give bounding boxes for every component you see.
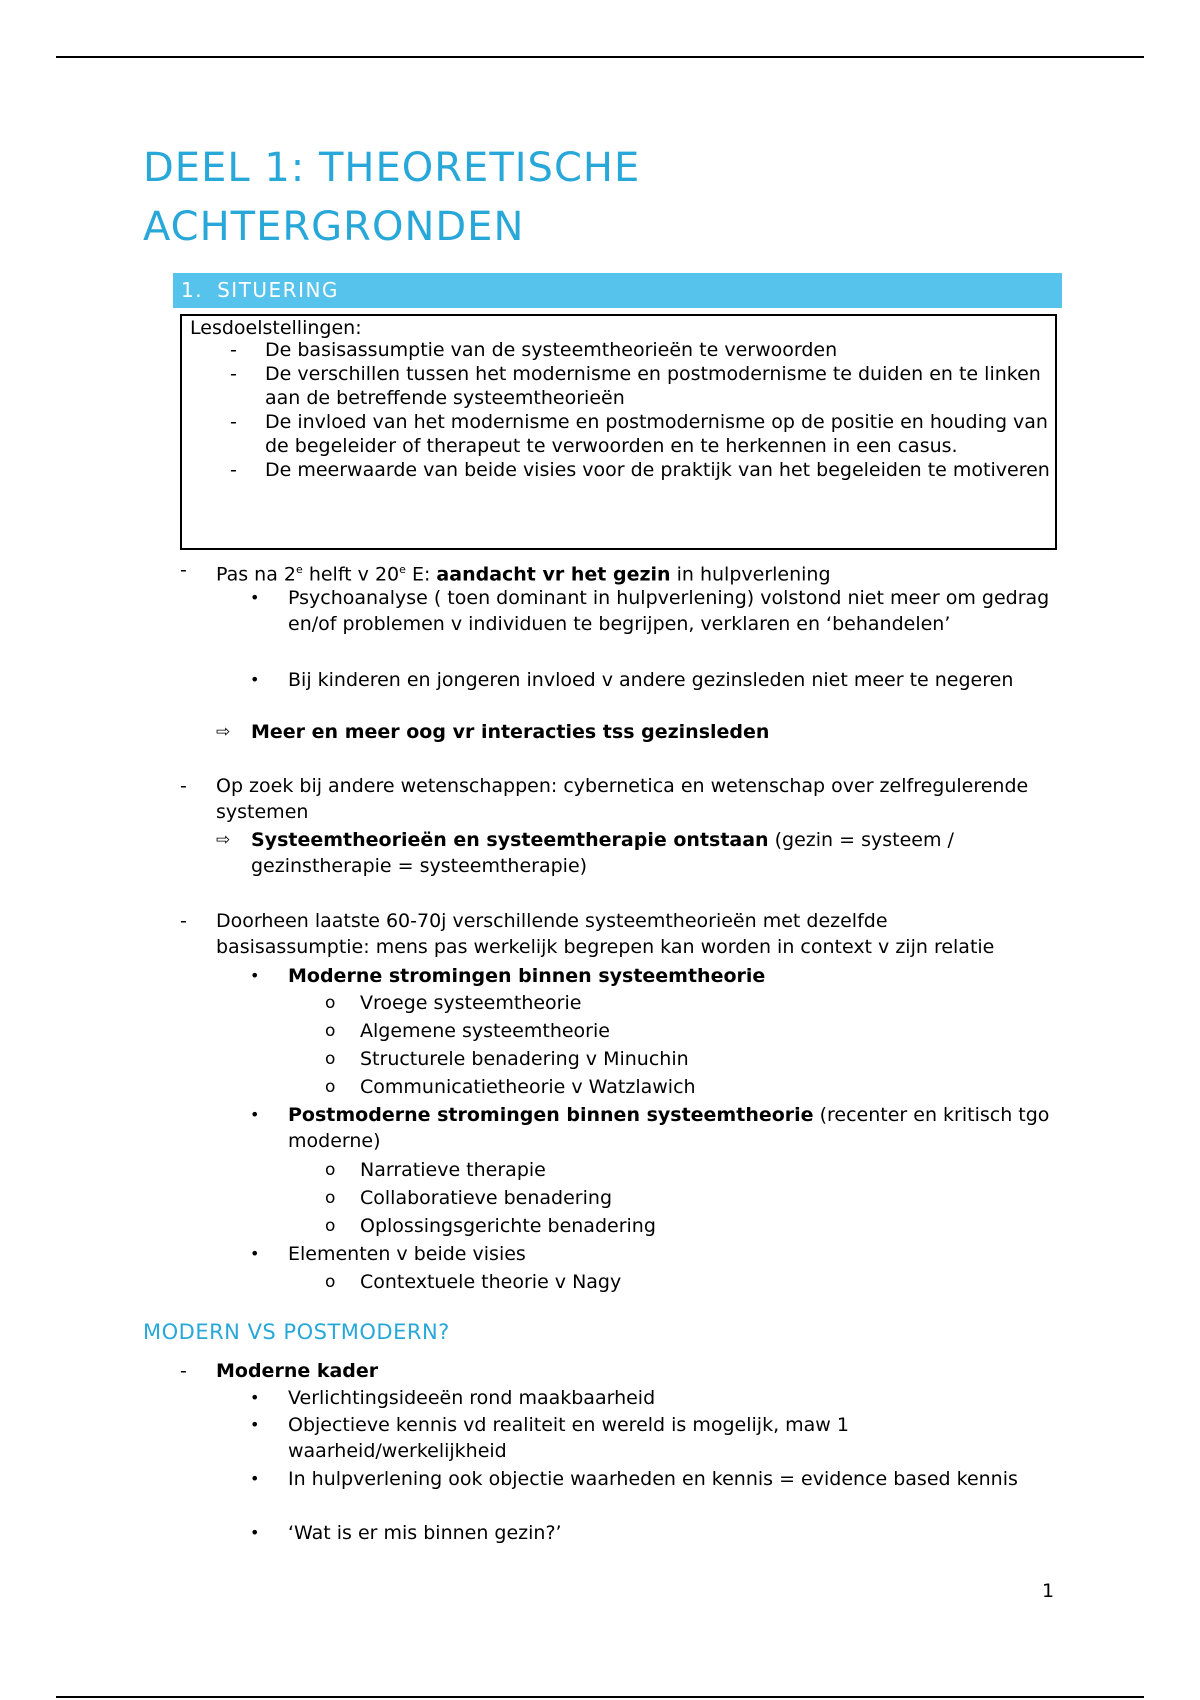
dash-marker: -: [180, 559, 187, 581]
bullet-marker: •: [250, 1105, 260, 1124]
bullet-item: • Verlichtingsideeën rond maakbaarheid: [250, 1387, 656, 1409]
learning-goal-item: - De basisassumptie van de systeemtheorieën te verwoorden: [230, 339, 838, 361]
dash-marker: -: [180, 775, 187, 797]
bullet-marker: •: [250, 1244, 260, 1263]
sub-item: o Communicatietheorie v Watzlawich: [325, 1076, 696, 1098]
section-number: 1.: [181, 278, 204, 302]
bullet-item: • Postmoderne stromingen binnen systeemtheorie (recenter en kritisch tgo moderne): [250, 1104, 1050, 1152]
sub-item: o Vroege systeemtheorie: [325, 992, 582, 1014]
bullet-item: • Psychoanalyse ( toen dominant in hulpverlening) volstond niet meer om gedrag en/of problemen v individuen te begrijpen, verklaren en ‘behandelen’: [250, 587, 1050, 635]
subheading-modern-vs-postmodern: MODERN VS POSTMODERN?: [143, 1320, 450, 1344]
circle-marker: o: [325, 1188, 336, 1208]
list-item-modern-frame: - Moderne kader: [180, 1360, 379, 1382]
arrow-icon: ⇨: [216, 830, 231, 850]
title-line-1: DEEL 1: THEORETISCHE: [143, 145, 641, 191]
learning-goals-heading: Lesdoelstellingen:: [190, 317, 362, 339]
sub-item: o Contextuele theorie v Nagy: [325, 1271, 622, 1293]
list-item-family-attention: - Pas na 2e helft v 20e E: aandacht vr het gezin in hulpverlening: [180, 559, 831, 586]
title-line-2: ACHTERGRONDEN: [143, 204, 525, 250]
bullet-marker: •: [250, 1388, 260, 1407]
circle-marker: o: [325, 1272, 336, 1292]
sub-item: o Algemene systeemtheorie: [325, 1020, 610, 1042]
bullet-marker: •: [250, 966, 260, 985]
bullet-item: • ‘Wat is er mis binnen gezin?’: [250, 1522, 562, 1544]
bullet-marker: •: [250, 1523, 260, 1542]
learning-goals-box: [180, 314, 1057, 550]
arrow-item: ⇨ Systeemtheorieën en systeemtherapie ontstaan (gezin = systeem / gezinstherapie = systeemtherapie): [216, 829, 954, 877]
circle-marker: o: [325, 1021, 336, 1041]
bullet-item: • Moderne stromingen binnen systeemtheorie: [250, 965, 766, 987]
page-number: 1: [1042, 1580, 1055, 1602]
bullet-marker: •: [250, 588, 260, 607]
learning-goal-item: - De verschillen tussen het modernisme en postmodernisme te duiden en te linken aan de betreffende systeemtheorieën: [230, 363, 1041, 409]
learning-goal-item: - De invloed van het modernisme en postmodernisme op de positie en houding van de begeleider of therapeut te verwoorden en te herkennen in een casus.: [230, 411, 1048, 457]
section-heading-bar: [173, 273, 1062, 308]
circle-marker: o: [325, 1077, 336, 1097]
learning-goal-item: - De meerwaarde van beide visies voor de praktijk van het begeleiden te motiveren: [230, 459, 1050, 481]
dash-marker: -: [230, 363, 237, 385]
bottom-rule: [56, 1696, 1144, 1698]
dash-marker: -: [180, 1360, 187, 1382]
circle-marker: o: [325, 1160, 336, 1180]
bullet-item: • In hulpverlening ook objectie waarheden en kennis = evidence based kennis: [250, 1468, 1018, 1490]
bullet-marker: •: [250, 1415, 260, 1434]
sub-item: o Narratieve therapie: [325, 1159, 546, 1181]
bullet-marker: •: [250, 1469, 260, 1488]
bullet-item: • Bij kinderen en jongeren invloed v andere gezinsleden niet meer te negeren: [250, 669, 1014, 691]
arrow-item: ⇨ Meer en meer oog vr interacties tss gezinsleden: [216, 721, 770, 743]
dash-marker: -: [180, 910, 187, 932]
list-item-system-theories: - Doorheen laatste 60-70j verschillende systeemtheorieën met dezelfde basisassumptie: mens pas werkelijk begrepen kan worden in context v zijn relatie: [180, 910, 995, 958]
arrow-icon: ⇨: [216, 722, 231, 742]
learning-goals-list: [182, 338, 1065, 482]
sub-item: o Collaboratieve benadering: [325, 1187, 613, 1209]
sub-item: o Structurele benadering v Minuchin: [325, 1048, 689, 1070]
page-title: [143, 139, 640, 257]
bullet-item: • Elementen v beide visies: [250, 1243, 526, 1265]
dash-marker: -: [230, 411, 237, 433]
dash-marker: -: [230, 339, 237, 361]
circle-marker: o: [325, 1216, 336, 1236]
sub-item: o Oplossingsgerichte benadering: [325, 1215, 656, 1237]
list-item-other-sciences: - Op zoek bij andere wetenschappen: cybernetica en wetenschap over zelfregulerende systemen: [180, 775, 1029, 823]
bullet-item: • Objectieve kennis vd realiteit en wereld is mogelijk, maw 1 waarheid/werkelijkheid: [250, 1414, 849, 1462]
bullet-marker: •: [250, 670, 260, 689]
dash-marker: -: [230, 459, 237, 481]
circle-marker: o: [325, 1049, 336, 1069]
section-label: SITUERING: [217, 278, 339, 302]
circle-marker: o: [325, 993, 336, 1013]
